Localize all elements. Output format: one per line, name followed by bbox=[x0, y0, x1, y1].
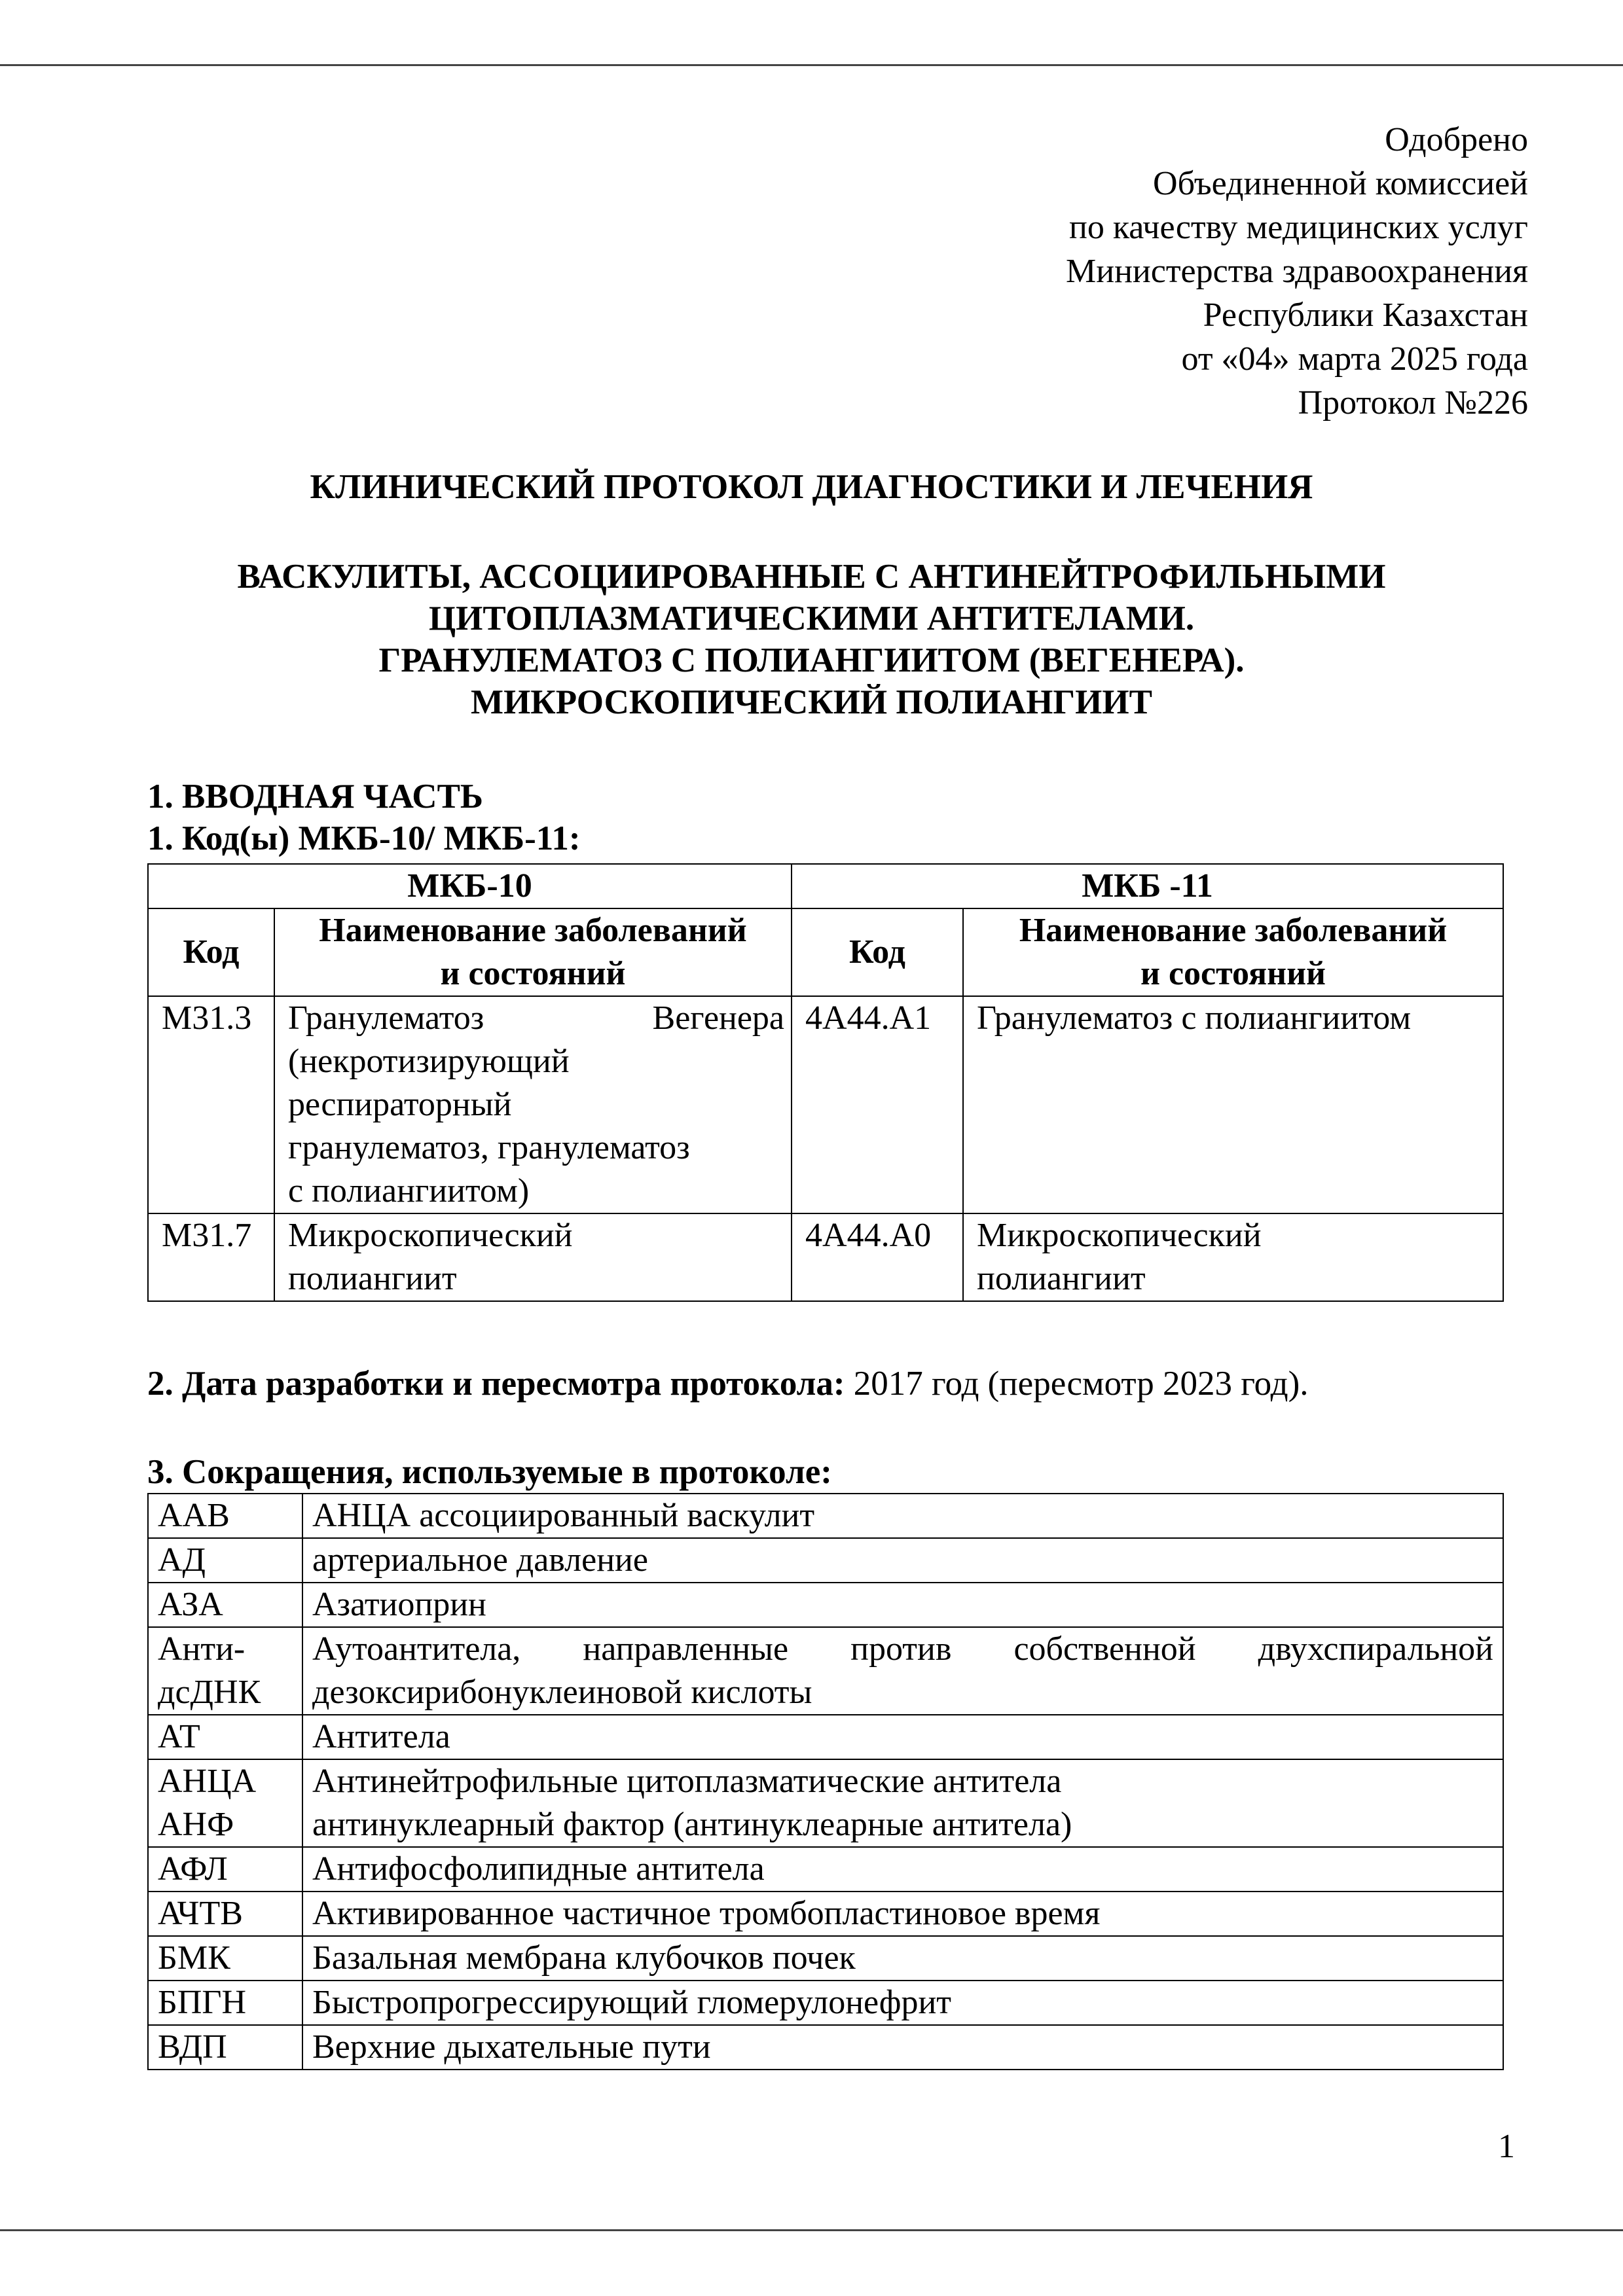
icd-group-header-row bbox=[148, 864, 1503, 908]
table-row bbox=[148, 1892, 1503, 1936]
top-rule bbox=[0, 64, 1623, 66]
icd11-name-cell bbox=[963, 996, 1503, 1213]
table-row bbox=[148, 1213, 1503, 1301]
name-line: полиангиит bbox=[977, 1260, 1146, 1297]
name-line: (некротизирующий bbox=[288, 1043, 570, 1080]
icd10-code-cell: M31.3 bbox=[148, 996, 274, 1213]
abbr-term bbox=[148, 1627, 302, 1715]
abbr-definition: Азатиоприн bbox=[302, 1583, 1503, 1627]
name-line: полиангиит bbox=[288, 1260, 457, 1297]
abbr-term: АТ bbox=[148, 1715, 302, 1759]
definition-line: дезоксирибонуклеиновой кислоты bbox=[312, 1674, 812, 1711]
abbr-term: АЧТВ bbox=[148, 1892, 302, 1936]
term-line: АНЦА bbox=[158, 1763, 257, 1800]
name-line: Микроскопический bbox=[977, 1217, 1262, 1254]
abbr-definition bbox=[302, 1627, 1503, 1715]
section-abbr-heading: 3. Сокращения, используемые в протоколе: bbox=[147, 1453, 832, 1491]
table-row bbox=[148, 1759, 1503, 1847]
abbr-term: БМК bbox=[148, 1936, 302, 1981]
approval-line: от «04» марта 2025 года bbox=[1181, 340, 1528, 378]
name-line: гранулематоз, гранулематоз bbox=[288, 1129, 690, 1166]
table-row bbox=[148, 1936, 1503, 1981]
name-header-line: и состояний bbox=[440, 955, 626, 992]
icd10-code-header: Код bbox=[148, 908, 274, 996]
table-row bbox=[148, 1538, 1503, 1583]
name-line: Микроскопический bbox=[288, 1217, 573, 1254]
abbr-definition: артериальное давление bbox=[302, 1538, 1503, 1583]
approval-line: Протокол №226 bbox=[1298, 384, 1528, 422]
abbr-term: АЗА bbox=[148, 1583, 302, 1627]
abbr-term: АД bbox=[148, 1538, 302, 1583]
name-header-line: Наименование заболеваний bbox=[319, 912, 747, 949]
icd10-name-cell bbox=[274, 996, 792, 1213]
icd10-name-header bbox=[274, 908, 792, 996]
abbr-definition bbox=[302, 1759, 1503, 1847]
name-header-line: Наименование заболеваний bbox=[1019, 912, 1448, 949]
abbr-definition: Быстропрогрессирующий гломерулонефрит bbox=[302, 1981, 1503, 2025]
table-row bbox=[148, 1627, 1503, 1715]
icd11-code-cell: 4A44.A0 bbox=[792, 1213, 963, 1301]
approval-line: Республики Казахстан bbox=[1203, 296, 1528, 334]
definition-line: Антинейтрофильные цитоплазматические антитела bbox=[312, 1763, 1062, 1800]
document-title: КЛИНИЧЕСКИЙ ПРОТОКОЛ ДИАГНОСТИКИ И ЛЕЧЕНИЯ bbox=[310, 468, 1313, 506]
icd11-code-header: Код bbox=[792, 908, 963, 996]
icd-column-header-row bbox=[148, 908, 1503, 996]
term-line: АНФ bbox=[158, 1806, 234, 1843]
abbr-term: АФЛ bbox=[148, 1847, 302, 1892]
term-line: дсДНК bbox=[158, 1674, 261, 1711]
protocol-date-line bbox=[147, 1362, 1308, 1405]
name-line: респираторный bbox=[288, 1086, 512, 1123]
abbreviations-table bbox=[147, 1493, 1504, 2070]
subtitle-line: ГРАНУЛЕМАТОЗ С ПОЛИАНГИИТОМ (ВЕГЕНЕРА). bbox=[378, 641, 1245, 679]
page-number: 1 bbox=[1498, 2128, 1515, 2165]
definition-line: антинуклеарный фактор (антинуклеарные антитела) bbox=[312, 1806, 1072, 1843]
abbr-definition: Антифосфолипидные антитела bbox=[302, 1847, 1503, 1892]
protocol-subtitle bbox=[0, 556, 1623, 723]
approval-line: Министерства здравоохранения bbox=[1066, 253, 1528, 290]
table-row bbox=[148, 1981, 1503, 2025]
subtitle-line: МИКРОСКОПИЧЕСКИЙ ПОЛИАНГИИТ bbox=[471, 683, 1152, 721]
abbr-term bbox=[148, 1759, 302, 1847]
date-label: 2. Дата разработки и пересмотра протокола: bbox=[147, 1365, 845, 1403]
table-row bbox=[148, 996, 1503, 1213]
bottom-rule bbox=[0, 2229, 1623, 2231]
icd-code-table bbox=[147, 863, 1504, 1302]
name-header-line: и состояний bbox=[1140, 955, 1326, 992]
name-line: Гранулематоз Вегенера bbox=[288, 999, 785, 1037]
section-codes-heading: 1. Код(ы) МКБ-10/ МКБ-11: bbox=[147, 819, 581, 857]
abbr-definition: Верхние дыхательные пути bbox=[302, 2025, 1503, 2070]
icd11-group-header: МКБ -11 bbox=[792, 864, 1503, 908]
section-intro-heading: 1. ВВОДНАЯ ЧАСТЬ bbox=[147, 778, 483, 816]
approval-line: Одобрено bbox=[1385, 121, 1528, 158]
definition-line: Аутоантитела, направленные против собственной двухспиральной bbox=[312, 1630, 1493, 1668]
subtitle-line: ЦИТОПЛАЗМАТИЧЕСКИМИ АНТИТЕЛАМИ. bbox=[428, 600, 1195, 637]
name-line: с полиангиитом) bbox=[288, 1172, 530, 1210]
subtitle-line: ВАСКУЛИТЫ, АССОЦИИРОВАННЫЕ С АНТИНЕЙТРОФИЛЬНЫМИ bbox=[237, 558, 1386, 596]
icd10-code-cell: M31.7 bbox=[148, 1213, 274, 1301]
icd10-name-cell bbox=[274, 1213, 792, 1301]
icd11-name-cell bbox=[963, 1213, 1503, 1301]
term-line: Анти- bbox=[158, 1630, 246, 1668]
icd10-group-header: МКБ-10 bbox=[148, 864, 792, 908]
approval-line: Объединенной комиссией bbox=[1153, 165, 1528, 202]
abbr-term: БПГН bbox=[148, 1981, 302, 2025]
table-row bbox=[148, 1715, 1503, 1759]
abbr-definition: АНЦА ассоциированный васкулит bbox=[302, 1494, 1503, 1538]
icd11-code-cell: 4A44.A1 bbox=[792, 996, 963, 1213]
abbr-term: ААВ bbox=[148, 1494, 302, 1538]
table-row bbox=[148, 1494, 1503, 1538]
abbr-definition: Базальная мембрана клубочков почек bbox=[302, 1936, 1503, 1981]
table-row bbox=[148, 1583, 1503, 1627]
table-row bbox=[148, 1847, 1503, 1892]
icd11-name-header bbox=[963, 908, 1503, 996]
abbr-definition: Антитела bbox=[302, 1715, 1503, 1759]
table-row bbox=[148, 2025, 1503, 2070]
name-line: Гранулематоз с полиангиитом bbox=[977, 999, 1412, 1037]
abbr-definition: Активированное частичное тромбопластиновое время bbox=[302, 1892, 1503, 1936]
date-value: 2017 год (пересмотр 2023 год). bbox=[845, 1365, 1309, 1403]
abbr-term: ВДП bbox=[148, 2025, 302, 2070]
approval-block bbox=[1066, 118, 1528, 425]
approval-line: по качеству медицинских услуг bbox=[1068, 209, 1528, 246]
